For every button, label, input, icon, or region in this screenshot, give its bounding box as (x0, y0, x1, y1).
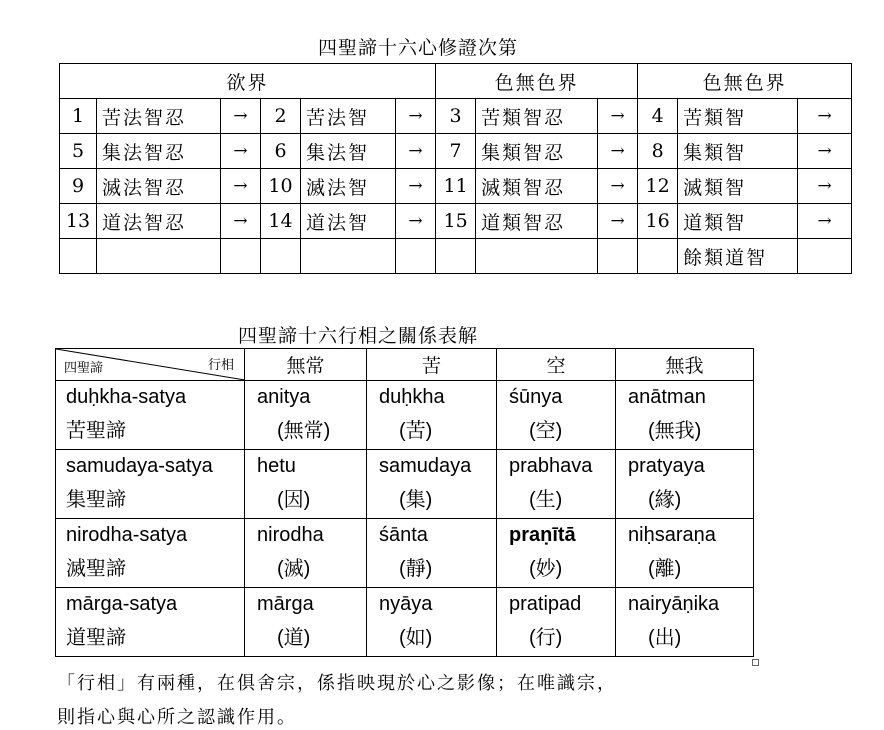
table-row (60, 134, 852, 169)
step-number: 4 (638, 99, 678, 134)
aspect-sanskrit: śūnya (509, 386, 563, 408)
realm-header: 色無色界 (638, 64, 852, 99)
arrow-icon: → (598, 204, 638, 239)
aspect-chinese: (出) (648, 627, 682, 649)
empty-cell (798, 239, 852, 274)
aspect-cell (367, 588, 497, 657)
aspect-sanskrit: nyāya (379, 593, 433, 615)
aspect-chinese: (空) (529, 420, 563, 442)
aspect-chinese: (道) (277, 627, 311, 649)
truth-cell (56, 588, 245, 657)
step-number: 3 (436, 99, 476, 134)
realm-header: 欲界 (60, 64, 436, 99)
step-number: 8 (638, 134, 678, 169)
aspect-cell (245, 450, 367, 519)
aspect-chinese: (行) (529, 627, 563, 649)
step-term: 苦法智忍 (97, 99, 221, 134)
table-row (56, 588, 754, 657)
step-number: 7 (436, 134, 476, 169)
truth-sanskrit: samudaya-satya (66, 455, 213, 477)
aspect-sanskrit: śānta (379, 524, 428, 546)
empty-cell (221, 239, 261, 274)
arrow-icon: → (798, 99, 852, 134)
aspect-chinese: (滅) (277, 558, 311, 580)
aspect-cell (616, 588, 754, 657)
empty-cell (301, 239, 396, 274)
footnote-line: 則指心與心所之認識作用。 (57, 707, 297, 728)
sixteen-minds-table (59, 63, 852, 274)
empty-cell (436, 239, 476, 274)
aspect-sanskrit: niḥsaraṇa (628, 524, 716, 546)
step-number: 5 (60, 134, 97, 169)
aspect-cell (367, 519, 497, 588)
aspect-sanskrit: pratyaya (628, 455, 705, 477)
step-number: 9 (60, 169, 97, 204)
aspect-chinese: (因) (277, 489, 311, 511)
step-term: 滅法智 (301, 169, 396, 204)
truth-cell (56, 450, 245, 519)
arrow-icon: → (221, 99, 261, 134)
truth-cell (56, 381, 245, 450)
table-row (60, 99, 852, 134)
step-term: 滅類智 (678, 169, 798, 204)
aspect-chinese: (無常) (277, 420, 331, 442)
corner-label-truths: 四聖諦 (64, 361, 104, 376)
step-term: 道法智忍 (97, 204, 221, 239)
realm-header: 色無色界 (436, 64, 638, 99)
aspects-header-row (56, 349, 754, 381)
truth-chinese: 苦聖諦 (66, 420, 126, 442)
truth-chinese: 滅聖諦 (66, 558, 126, 580)
aspect-chinese: (集) (399, 489, 433, 511)
aspect-sanskrit: praṇītā (509, 524, 576, 546)
aspect-chinese: (苦) (399, 420, 433, 442)
step-term: 苦法智 (301, 99, 396, 134)
step-number: 10 (261, 169, 301, 204)
aspect-chinese: (如) (399, 627, 433, 649)
truth-sanskrit: mārga-satya (66, 593, 178, 615)
arrow-icon: → (798, 169, 852, 204)
empty-cell (261, 239, 301, 274)
arrow-icon: → (396, 204, 436, 239)
aspect-cell (616, 381, 754, 450)
aspect-header: 空 (497, 349, 616, 381)
aspect-chinese: (緣) (648, 489, 682, 511)
arrow-icon: → (798, 204, 852, 239)
truth-sanskrit: duḥkha-satya (66, 386, 187, 408)
aspect-sanskrit: samudaya (379, 455, 472, 477)
aspect-sanskrit: anātman (628, 386, 706, 408)
aspect-sanskrit: prabhava (509, 455, 593, 477)
aspect-cell (367, 381, 497, 450)
aspect-chinese: (生) (529, 489, 563, 511)
step-term: 集類智 (678, 134, 798, 169)
table1-title: 四聖諦十六心修證次第 (318, 37, 519, 59)
step-number: 6 (261, 134, 301, 169)
aspect-header: 無我 (616, 349, 754, 381)
aspect-sanskrit: mārga (257, 593, 314, 615)
aspect-sanskrit: duḥkha (379, 386, 445, 408)
truth-cell (56, 519, 245, 588)
step-term: 道類智 (678, 204, 798, 239)
step-number: 14 (261, 204, 301, 239)
aspect-cell (245, 519, 367, 588)
aspect-header: 苦 (367, 349, 497, 381)
empty-cell (60, 239, 97, 274)
arrow-icon: → (598, 134, 638, 169)
step-number: 12 (638, 169, 678, 204)
aspect-sanskrit: hetu (257, 455, 296, 477)
arrow-icon: → (598, 169, 638, 204)
table2-title: 四聖諦十六行相之關係表解 (238, 325, 479, 347)
aspect-sanskrit: pratipad (509, 593, 582, 615)
empty-cell (97, 239, 221, 274)
step-number: 13 (60, 204, 97, 239)
aspect-cell (497, 588, 616, 657)
step-number: 11 (436, 169, 476, 204)
table-row (56, 519, 754, 588)
corner-header (56, 349, 245, 381)
step-number: 15 (436, 204, 476, 239)
aspect-chinese: (靜) (399, 558, 433, 580)
arrow-icon: → (221, 134, 261, 169)
aspect-chinese: (離) (648, 558, 682, 580)
aspect-cell (245, 588, 367, 657)
table-row (56, 450, 754, 519)
arrow-icon: → (221, 169, 261, 204)
arrow-icon: → (396, 169, 436, 204)
step-term: 苦類智忍 (476, 99, 598, 134)
aspect-header: 無常 (245, 349, 367, 381)
truth-sanskrit: nirodha-satya (66, 524, 188, 546)
arrow-icon: → (798, 134, 852, 169)
aspect-cell (245, 381, 367, 450)
step-number: 2 (261, 99, 301, 134)
aspect-cell (616, 519, 754, 588)
table-row (56, 381, 754, 450)
aspect-cell (497, 381, 616, 450)
empty-cell (638, 239, 678, 274)
arrow-icon: → (598, 99, 638, 134)
step-term: 滅類智忍 (476, 169, 598, 204)
aspect-sanskrit: anitya (257, 386, 311, 408)
arrow-icon: → (396, 134, 436, 169)
step-term: 道類智忍 (476, 204, 598, 239)
corner-label-aspects: 行相 (207, 358, 234, 373)
empty-cell (476, 239, 598, 274)
step-term: 道法智 (301, 204, 396, 239)
step-term: 集法智 (301, 134, 396, 169)
resize-handle[interactable] (752, 659, 759, 666)
table-row (60, 204, 852, 239)
aspect-sanskrit: nirodha (257, 524, 324, 546)
empty-cell (598, 239, 638, 274)
truth-chinese: 道聖諦 (66, 627, 126, 649)
step-number: 16 (638, 204, 678, 239)
aspect-cell (367, 450, 497, 519)
aspect-cell (497, 519, 616, 588)
final-term: 餘類道智 (678, 239, 798, 274)
aspect-cell (497, 450, 616, 519)
table-row (60, 239, 852, 274)
aspect-chinese: (無我) (648, 420, 702, 442)
step-term: 集類智忍 (476, 134, 598, 169)
aspect-cell (616, 450, 754, 519)
aspect-sanskrit: nairyāṇika (628, 593, 720, 615)
step-term: 集法智忍 (97, 134, 221, 169)
step-term: 滅法智忍 (97, 169, 221, 204)
footnote-line: 「行相」有兩種，在俱舍宗，係指映現於心之影像；在唯識宗， (57, 673, 617, 694)
realm-header-row (60, 64, 852, 99)
arrow-icon: → (396, 99, 436, 134)
table-row (60, 169, 852, 204)
step-number: 1 (60, 99, 97, 134)
aspects-table (55, 348, 754, 657)
empty-cell (396, 239, 436, 274)
step-term: 苦類智 (678, 99, 798, 134)
truth-chinese: 集聖諦 (66, 489, 126, 511)
aspect-chinese: (妙) (529, 558, 563, 580)
arrow-icon: → (221, 204, 261, 239)
